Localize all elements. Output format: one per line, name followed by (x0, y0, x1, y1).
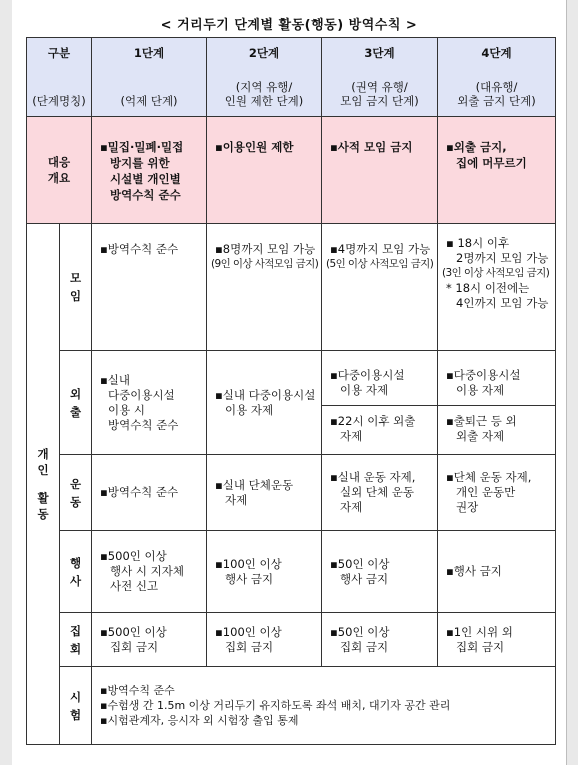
going-out-s1-line4: 방역수칙 준수 (108, 417, 179, 432)
overview-s1-line1: ▪밀집·밀폐·밀접 (100, 140, 184, 154)
gathering-s4-line2: 2명까지 모임 가능 (456, 251, 549, 265)
going-out-s4b-line1: ▪출퇴근 등 외 (446, 413, 517, 428)
gathering-s3-line1: ▪4명까지 모임 가능 (330, 242, 431, 256)
exam-line3: ▪시험관계자, 응시자 외 시험장 출입 통제 (100, 714, 299, 727)
assembly-stage-1 (92, 613, 207, 667)
exercise-stage-3 (322, 455, 438, 531)
gathering-s1-line1: ▪방역수칙 준수 (100, 242, 179, 256)
overview-stage-3 (322, 117, 438, 224)
row-going-out (27, 351, 556, 455)
events-s2-line1: ▪100인 이상 (215, 556, 282, 571)
exercise-s3-line3: 자제 (340, 500, 363, 514)
assembly-s2-line1: ▪100인 이상 (215, 624, 282, 639)
stage-2-name-line1: (지역 유행/ (235, 80, 293, 94)
section-label-char-4: 동 (37, 507, 49, 521)
going-out-stage-3 (322, 351, 438, 455)
events-stage-2 (207, 531, 322, 613)
overview-s2-line1: ▪이용인원 제한 (215, 140, 294, 154)
overview-stage-1 (92, 117, 207, 224)
assembly-s4-line2: 집회 금지 (456, 639, 505, 654)
gathering-s2-line1: ▪8명까지 모임 가능 (215, 242, 316, 256)
going-out-s3b-line1: ▪22시 이후 외출 (330, 413, 416, 428)
overview-s3-line1: ▪사적 모임 금지 (330, 140, 413, 154)
gathering-s4-line4: * 18시 이전에는 (446, 281, 530, 295)
assembly-label-2: 회 (69, 641, 82, 656)
exam-label-2: 험 (69, 707, 82, 722)
sub-label-exercise (60, 455, 92, 531)
events-s1-line2: 행사 시 지자체 (110, 564, 184, 578)
exam-line1: ▪방역수칙 준수 (100, 684, 175, 697)
assembly-s2-line2: 집회 금지 (225, 639, 274, 654)
gathering-s2-line2: (9인 이상 사적모임 금지) (211, 258, 319, 270)
header-stage-1 (92, 38, 207, 117)
overview-s1-line2: 방지를 위한 (110, 156, 170, 170)
gathering-stage-4 (438, 224, 556, 351)
gathering-stage-2 (207, 224, 322, 351)
going-out-s1-line2: 다중이용시설 (108, 387, 175, 402)
going-out-s1-line1: ▪실내 (100, 372, 131, 387)
exercise-s4-line1: ▪단체 운동 자제, (446, 470, 532, 484)
distancing-rules-table (26, 37, 556, 745)
events-stage-3 (322, 531, 438, 613)
gathering-stage-3 (322, 224, 438, 351)
background-window-right (566, 0, 578, 765)
exam-line2: ▪수험생 간 1.5m 이상 거리두기 유지하도록 좌석 배치, 대기자 공간 관리 (100, 699, 451, 712)
assembly-stage-4 (438, 613, 556, 667)
exercise-s1-line1: ▪방역수칙 준수 (100, 485, 179, 499)
exercise-stage-4 (438, 455, 556, 531)
row-exam (27, 667, 556, 745)
going-out-s2-line1: ▪실내 다중이용시설 (215, 387, 316, 402)
stage-1-title: 1단계 (133, 46, 165, 60)
row-exercise (27, 455, 556, 531)
exam-label-1: 시 (69, 689, 82, 704)
overview-stage-2 (207, 117, 322, 224)
exercise-s3-line2: 실외 단체 운동 (340, 485, 414, 499)
exercise-label-1: 운 (69, 476, 82, 491)
going-out-s3a-line1: ▪다중이용시설 (330, 367, 405, 382)
overview-label (27, 117, 92, 224)
row-assembly (27, 613, 556, 667)
exercise-s2-line1: ▪실내 단체운동 (215, 477, 294, 492)
overview-s4-line1: ▪외출 금지, (446, 140, 507, 154)
exercise-stage-1 (92, 455, 207, 531)
going-out-s4a-line1: ▪다중이용시설 (446, 367, 521, 382)
section-label-personal-activity (27, 224, 60, 745)
gathering-label-2: 임 (69, 289, 82, 303)
row-events (27, 531, 556, 613)
gathering-s4-line5: 4인까지 모임 가능 (456, 296, 549, 310)
overview-stage-4 (438, 117, 556, 224)
going-out-s2-line2: 이용 자제 (225, 402, 274, 417)
stage-4-name-line1: (대유행/ (475, 80, 518, 94)
exam-all-stages (92, 667, 556, 745)
gathering-s4-line3: (3인 이상 사적모임 금지) (442, 267, 550, 279)
going-out-stage-1 (92, 351, 207, 455)
events-stage-1 (92, 531, 207, 613)
stage-1-name: (억제 단계) (120, 94, 178, 108)
going-out-s4a-line2: 이용 자제 (456, 382, 505, 397)
events-s4-line1: ▪행사 금지 (446, 564, 502, 578)
header-category-label: 구분 (47, 46, 71, 60)
stage-3-title: 3단계 (364, 46, 395, 60)
header-row (27, 38, 556, 117)
stage-2-name-line2: 인원 제한 단계) (224, 94, 304, 108)
assembly-stage-3 (322, 613, 438, 667)
overview-label-line2: 개요 (47, 171, 71, 185)
events-stage-4 (438, 531, 556, 613)
gathering-s3-line2: (5인 이상 사적모임 금지) (326, 258, 434, 270)
stage-3-name-line1: (권역 유행/ (351, 80, 408, 94)
events-s1-line1: ▪500인 이상 (100, 549, 167, 563)
exercise-label-2: 동 (69, 494, 82, 509)
stage-3-name-line2: 모임 금지 단계) (340, 94, 419, 108)
assembly-s4-line1: ▪1인 시위 외 (446, 624, 513, 639)
section-label-gap (27, 478, 59, 490)
overview-s4-line2: 집에 머무르기 (456, 156, 527, 170)
going-out-stage-4 (438, 351, 556, 455)
section-label-char-2: 인 (37, 463, 49, 477)
header-stage-4 (438, 38, 556, 117)
events-label-1: 행 (69, 555, 82, 570)
sub-label-exam (60, 667, 92, 745)
going-out-label-1: 외 (69, 386, 82, 401)
header-category (27, 38, 92, 117)
overview-row (27, 117, 556, 224)
sub-label-assembly (60, 613, 92, 667)
header-category-sub: (단계명칭) (32, 94, 86, 108)
stage-2-title: 2단계 (248, 46, 280, 60)
exercise-stage-2 (207, 455, 322, 531)
image-viewer-panel (12, 0, 566, 765)
assembly-s1-line1: ▪500인 이상 (100, 624, 167, 639)
assembly-stage-2 (207, 613, 322, 667)
sub-label-events (60, 531, 92, 613)
sub-label-going-out (60, 351, 92, 455)
going-out-label-2: 출 (69, 404, 82, 419)
header-stage-3 (322, 38, 438, 117)
stage-4-title: 4단계 (481, 46, 512, 60)
table-title: < 거리두기 단계별 활동(행동) 방역수칙 > (160, 18, 418, 33)
overview-s1-line4: 방역수칙 준수 (110, 188, 181, 202)
row-gathering (27, 224, 556, 351)
exercise-s4-line2: 개인 운동만 (456, 485, 516, 499)
going-out-s4b-line2: 외출 자제 (456, 428, 505, 443)
events-s3-line2: 행사 금지 (340, 571, 389, 586)
assembly-s3-line1: ▪50인 이상 (330, 624, 390, 639)
going-out-s3b-line2: 자제 (340, 428, 363, 443)
section-label-char-1: 개 (37, 447, 49, 461)
overview-label-line1: 대응 (47, 155, 71, 169)
assembly-s1-line2: 집회 금지 (110, 639, 159, 654)
events-s1-line3: 사전 신고 (110, 579, 159, 593)
exercise-s4-line3: 권장 (456, 500, 479, 514)
going-out-s1-line3: 이용 시 (108, 402, 145, 417)
gathering-stage-1 (92, 224, 207, 351)
sub-label-gathering (60, 224, 92, 351)
gathering-label-1: 모 (69, 271, 82, 285)
going-out-s3a-line2: 이용 자제 (340, 382, 389, 397)
assembly-label-1: 집 (69, 623, 82, 638)
events-label-2: 사 (69, 573, 82, 588)
events-s3-line1: ▪50인 이상 (330, 556, 390, 571)
going-out-stage-2 (207, 351, 322, 455)
overview-s1-line3: 시설별 개인별 (110, 172, 181, 186)
exercise-s3-line1: ▪실내 운동 자제, (330, 470, 416, 484)
exercise-s2-line2: 자제 (225, 492, 248, 507)
events-s2-line2: 행사 금지 (225, 571, 274, 586)
section-label-char-3: 활 (37, 491, 49, 505)
assembly-s3-line2: 집회 금지 (340, 639, 389, 654)
header-stage-2 (207, 38, 322, 117)
stage-4-name-line2: 외출 금지 단계) (457, 94, 536, 108)
gathering-s4-line1: ▪ 18시 이후 (446, 236, 510, 250)
